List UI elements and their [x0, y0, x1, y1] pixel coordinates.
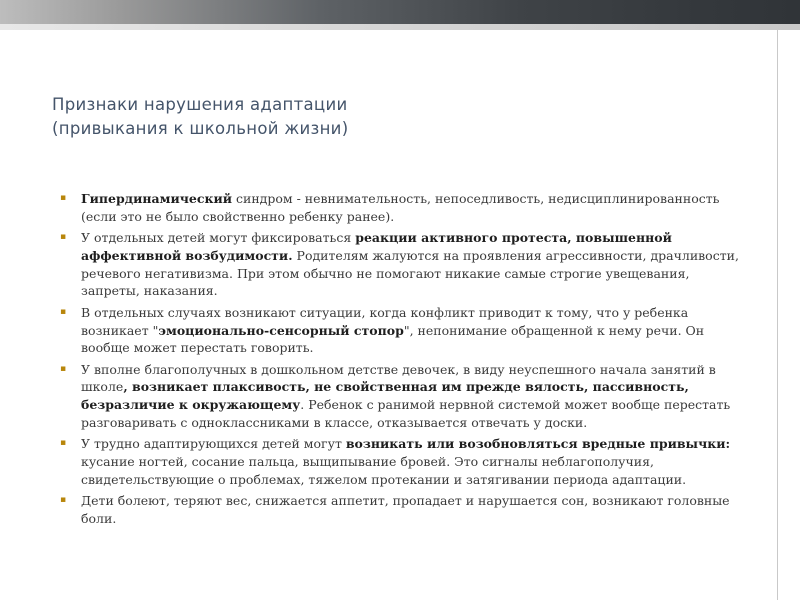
bullet-dot-icon: ▪	[60, 495, 67, 506]
bullet-text: У трудно адаптирующихся детей могут	[81, 436, 346, 452]
bullet-dot-icon: ▪	[60, 232, 67, 243]
bullet-text: синдром - невнимательность, непоседливость, недисциплинированность (если это не было свойственно ребенку ранее).	[81, 191, 720, 224]
bullet-emphasis-text: реакции активного протеста, повышенной аффективной возбудимости.	[81, 230, 672, 263]
bullet-item	[58, 190, 748, 226]
bullet-text: кусание ногтей, сосание пальца, выщипывание бровей. Это сигналы неблагополучия, свидетельствующие о проблемах, тяжелом протекании и затягивании периода адаптации.	[81, 454, 687, 487]
slide-title	[52, 93, 752, 141]
bullet-text: У вполне благополучных в дошкольном детстве девочек, в виду неуспешного начала занятий в школе	[81, 361, 716, 395]
bullet-dot-icon: ▪	[60, 363, 67, 374]
bullet-item	[58, 361, 748, 432]
bullet-item	[58, 435, 748, 488]
bullet-emphasis-text: эмоционально-сенсорный стопор	[158, 322, 404, 338]
bullet-item	[58, 304, 748, 357]
bullet-emphasis-text: Гипердинамический	[81, 191, 233, 206]
bullet-text: ", непонимание обращенной к нему речи. Он вообще может перестать говорить.	[81, 322, 705, 356]
bullet-emphasis-text: возникать или возобновляться вредные привычки:	[345, 436, 731, 452]
slide-title-line-2: (привыкания к школьной жизни)	[52, 119, 349, 138]
bullet-text: У отдельных детей могут фиксироваться	[81, 230, 356, 246]
bullet-item	[58, 492, 748, 528]
top-decor-bar	[0, 0, 800, 24]
bullet-text: Дети болеют, теряют вес, снижается аппетит, пропадает и нарушается сон, возникают головные боли.	[81, 493, 730, 527]
bullet-text: В отдельных случаях возникают ситуации, когда конфликт приводит к тому, что у ребенка возникает "	[81, 304, 689, 338]
bullet-text: Родителям жалуются на проявления агрессивности, драчливости, речевого негативизма. При этом обычно не помогают никакие самые строгие увещевания, запреты, наказания.	[81, 247, 739, 299]
top-accent-strip	[0, 24, 800, 30]
bullet-dot-icon: ▪	[60, 438, 67, 449]
bullet-text: . Ребенок с ранимой нервной системой может вообще перестать разговаривать с одноклассниками в классе, отказывается отвечать у доски.	[81, 397, 731, 431]
right-divider-line	[777, 30, 778, 600]
bullet-item	[58, 229, 748, 300]
bullet-list	[58, 190, 748, 531]
bullet-dot-icon: ▪	[60, 306, 67, 317]
bullet-dot-icon: ▪	[60, 193, 67, 203]
bullet-emphasis-text: , возникает плаксивость, не свойственная им прежде вялость, пассивность, безразличие к окружающему	[81, 379, 689, 413]
slide-title-line-1: Признаки нарушения адаптации	[52, 95, 348, 114]
